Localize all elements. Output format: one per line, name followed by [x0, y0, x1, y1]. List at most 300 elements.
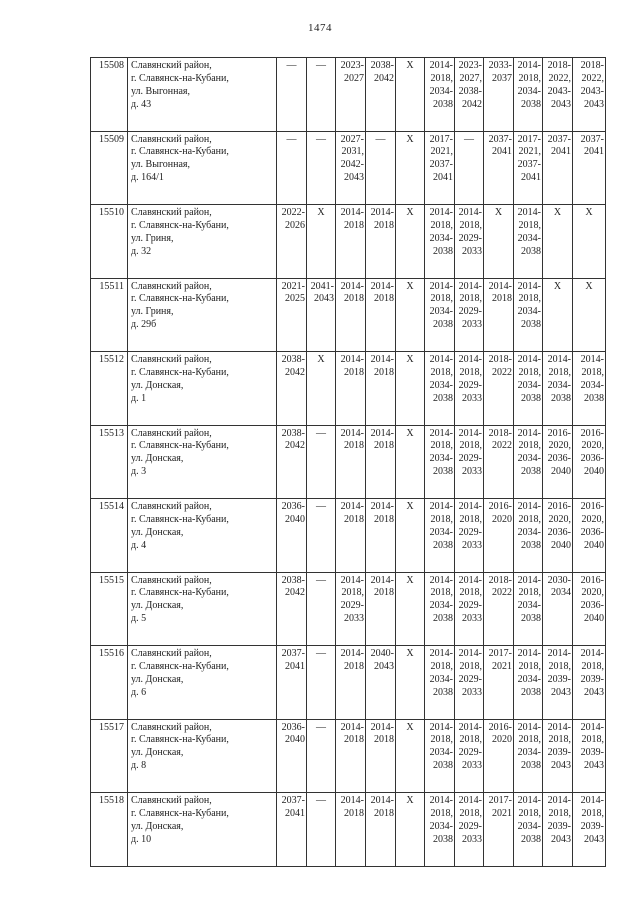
- period-line: 2043: [584, 760, 604, 772]
- period-line: 2038: [521, 760, 541, 772]
- period-cell: [514, 499, 543, 573]
- period-line: 2037-: [580, 133, 604, 145]
- period-line: 2042: [462, 98, 482, 110]
- period-line: 2014-: [340, 427, 364, 439]
- period-cell: [307, 131, 336, 205]
- period-line: 2014-: [458, 501, 482, 512]
- period-cell: [573, 499, 606, 573]
- row-number-cell: 15513: [91, 425, 128, 499]
- address-line: г. Славянск-на-Кубани,: [131, 219, 229, 231]
- period-cell: [366, 646, 396, 720]
- period-cell: [543, 425, 573, 499]
- period-cell: [484, 58, 514, 132]
- period-line: —: [316, 60, 326, 71]
- period-line: 2027,: [459, 72, 482, 84]
- period-cell: [336, 278, 366, 352]
- address-cell: [128, 719, 277, 793]
- period-cell: [277, 205, 307, 279]
- period-line: 2014-: [517, 721, 541, 733]
- row-number-cell: 15509: [91, 131, 128, 205]
- period-line: 2018,: [459, 366, 482, 378]
- period-line: X: [553, 207, 562, 218]
- period-cell: [336, 205, 366, 279]
- period-line: 2029-: [458, 747, 482, 759]
- period-line: 2014-: [429, 280, 453, 292]
- period-line: 2014-: [580, 354, 604, 365]
- address-line: д. 3: [131, 466, 147, 478]
- period-line: 2029-: [458, 673, 482, 685]
- period-line: 2029-: [458, 600, 482, 612]
- period-line: 2034-: [429, 306, 453, 318]
- period-line: 2040: [551, 539, 571, 551]
- period-line: 2014-: [429, 648, 453, 659]
- period-line: 2016-: [488, 501, 512, 512]
- period-cell: [573, 58, 606, 132]
- period-line: 2018: [374, 440, 394, 452]
- period-line: 2034-: [517, 820, 541, 832]
- period-line: 2023-: [458, 60, 482, 71]
- period-line: X: [406, 207, 414, 218]
- period-line: 2034-: [429, 453, 453, 465]
- period-line: 2040: [285, 513, 305, 525]
- period-line: 2014-: [580, 648, 604, 659]
- period-line: 2034: [551, 587, 571, 599]
- period-line: 2034-: [429, 379, 453, 391]
- page-number: 1474: [308, 22, 332, 34]
- period-line: 2022: [492, 366, 512, 378]
- period-line: 2034-: [517, 673, 541, 685]
- address-line: д. 8: [131, 760, 147, 772]
- period-line: 2018,: [459, 293, 482, 305]
- period-cell: [514, 352, 543, 426]
- period-line: X: [406, 721, 414, 733]
- period-cell: [425, 646, 455, 720]
- period-line: 2043: [584, 833, 604, 845]
- period-line: 2034-: [429, 820, 453, 832]
- period-cell: [455, 352, 484, 426]
- period-line: 2014-: [547, 721, 571, 733]
- period-line: 2040: [584, 466, 604, 478]
- period-line: 2034-: [547, 379, 571, 391]
- table-row: [91, 131, 606, 205]
- address-line: ул. Донская,: [131, 820, 184, 832]
- period-line: 2014-: [458, 354, 482, 365]
- period-cell: [425, 793, 455, 867]
- period-line: 2014-: [340, 501, 364, 512]
- period-cell: [396, 499, 425, 573]
- period-line: 2014-: [429, 60, 453, 71]
- address-line: д. 6: [131, 686, 147, 698]
- period-cell: [307, 58, 336, 132]
- period-line: —: [316, 133, 326, 145]
- table-row: [91, 278, 606, 352]
- period-line: 2038: [433, 245, 453, 257]
- period-line: X: [585, 280, 593, 292]
- period-line: 2018,: [518, 293, 541, 305]
- period-cell: [277, 499, 307, 573]
- period-line: X: [406, 427, 414, 439]
- period-cell: [514, 425, 543, 499]
- period-line: 2016-: [547, 427, 571, 439]
- period-line: 2030-: [547, 574, 571, 586]
- period-line: 2014-: [429, 795, 453, 806]
- period-line: 2022,: [581, 72, 604, 84]
- address-cell: [128, 205, 277, 279]
- period-line: 2043: [344, 172, 364, 184]
- period-cell: [366, 719, 396, 793]
- address-line: Славянский район,: [131, 721, 212, 733]
- period-line: 2037-: [281, 795, 305, 806]
- period-cell: [396, 646, 425, 720]
- period-line: 2018-: [547, 60, 571, 71]
- period-line: 2033: [462, 392, 482, 404]
- period-cell: [277, 352, 307, 426]
- period-cell: [425, 352, 455, 426]
- period-line: 2016-: [580, 574, 604, 586]
- address-cell: [128, 352, 277, 426]
- period-cell: [543, 793, 573, 867]
- period-cell: [307, 352, 336, 426]
- period-line: 2038-: [370, 60, 394, 71]
- period-cell: [307, 499, 336, 573]
- period-cell: [455, 793, 484, 867]
- period-line: 2034-: [429, 85, 453, 97]
- period-line: X: [553, 280, 562, 292]
- period-line: 2033: [462, 245, 482, 257]
- period-cell: [396, 278, 425, 352]
- period-line: 2043: [584, 98, 604, 110]
- address-line: г. Славянск-на-Кубани,: [131, 366, 229, 378]
- period-line: 2016-: [547, 501, 571, 512]
- period-cell: [455, 205, 484, 279]
- period-line: 2038: [433, 539, 453, 551]
- period-line: 2036-: [281, 721, 305, 733]
- row-number-cell: 15512: [91, 352, 128, 426]
- address-line: ул. Донская,: [131, 673, 184, 685]
- row-number-cell: 15516: [91, 646, 128, 720]
- period-line: 2038: [551, 392, 571, 404]
- address-line: Славянский район,: [131, 427, 212, 439]
- address-cell: [128, 131, 277, 205]
- period-cell: [543, 278, 573, 352]
- period-line: 2038: [521, 539, 541, 551]
- period-line: 2018: [344, 734, 364, 746]
- period-cell: [514, 719, 543, 793]
- period-line: 2018,: [430, 587, 453, 599]
- period-line: 2018,: [581, 366, 604, 378]
- period-cell: [425, 58, 455, 132]
- period-line: 2018,: [430, 293, 453, 305]
- period-line: 2014-: [340, 648, 364, 659]
- period-line: 2022: [492, 587, 512, 599]
- period-line: 2043: [551, 760, 571, 772]
- period-line: 2018,: [430, 734, 453, 746]
- period-line: 2038-: [281, 354, 305, 365]
- period-cell: [336, 499, 366, 573]
- period-line: 2018,: [548, 807, 571, 819]
- period-line: 2033: [344, 613, 364, 625]
- period-line: 2020,: [581, 513, 604, 525]
- period-cell: [425, 572, 455, 646]
- period-line: 2040: [584, 539, 604, 551]
- period-cell: [396, 793, 425, 867]
- period-line: 2037-: [547, 133, 571, 145]
- table-row: [91, 352, 606, 426]
- table-row: [91, 572, 606, 646]
- period-line: 2033: [462, 760, 482, 772]
- period-line: 2038: [433, 392, 453, 404]
- period-line: 2041: [433, 172, 453, 184]
- period-line: 2018,: [430, 807, 453, 819]
- period-line: X: [406, 795, 414, 806]
- period-line: 2020: [492, 734, 512, 746]
- period-line: 2040-: [370, 648, 394, 659]
- address-line: ул. Гриня,: [131, 306, 174, 318]
- period-cell: [573, 278, 606, 352]
- period-line: X: [406, 60, 414, 71]
- period-cell: [573, 352, 606, 426]
- period-line: 2018: [374, 366, 394, 378]
- period-line: 2037-: [281, 648, 305, 659]
- period-line: 2033-: [488, 60, 512, 71]
- period-cell: [573, 793, 606, 867]
- period-line: —: [286, 133, 297, 145]
- period-line: 2018: [374, 219, 394, 231]
- period-line: 2038: [433, 686, 453, 698]
- period-cell: [277, 572, 307, 646]
- period-line: 2029-: [458, 453, 482, 465]
- period-cell: [277, 793, 307, 867]
- period-cell: [514, 278, 543, 352]
- schedule-table: [90, 57, 606, 867]
- period-line: 2018: [344, 366, 364, 378]
- address-cell: [128, 425, 277, 499]
- address-line: г. Славянск-на-Кубани,: [131, 440, 229, 452]
- period-line: 2017-: [429, 133, 453, 145]
- period-line: 2042: [285, 366, 305, 378]
- period-line: 2018,: [581, 807, 604, 819]
- period-line: 2018,: [518, 734, 541, 746]
- period-line: 2034-: [517, 453, 541, 465]
- period-line: 2038: [433, 833, 453, 845]
- period-line: 2014-: [340, 207, 364, 218]
- address-line: ул. Донская,: [131, 526, 184, 538]
- period-line: 2018,: [518, 513, 541, 525]
- table-row: [91, 646, 606, 720]
- period-line: 2033: [462, 466, 482, 478]
- period-line: 2026: [285, 219, 305, 231]
- period-line: 2020,: [548, 513, 571, 525]
- period-line: 2014-: [429, 427, 453, 439]
- period-line: 2022-: [281, 207, 305, 218]
- period-line: 2034-: [580, 379, 604, 391]
- period-line: 2038: [521, 392, 541, 404]
- period-line: 2018,: [430, 513, 453, 525]
- period-line: 2014-: [340, 574, 364, 586]
- period-line: 2027: [344, 72, 364, 84]
- period-line: 2017-: [488, 795, 512, 806]
- period-line: 2034-: [517, 747, 541, 759]
- address-line: д. 5: [131, 613, 147, 625]
- period-line: —: [464, 133, 474, 145]
- row-number-cell: 15510: [91, 205, 128, 279]
- period-line: 2018,: [430, 440, 453, 452]
- period-line: 2041-: [310, 280, 334, 292]
- address-line: г. Славянск-на-Кубани,: [131, 660, 229, 672]
- period-cell: [573, 425, 606, 499]
- period-cell: [543, 572, 573, 646]
- period-line: 2018,: [459, 734, 482, 746]
- period-cell: [277, 131, 307, 205]
- period-line: 2014-: [517, 280, 541, 292]
- period-cell: [455, 58, 484, 132]
- period-cell: [573, 572, 606, 646]
- period-line: 2018,: [518, 660, 541, 672]
- period-line: 2041: [492, 146, 512, 158]
- period-cell: [455, 499, 484, 573]
- period-cell: [514, 58, 543, 132]
- period-line: 2041: [584, 146, 604, 158]
- period-cell: [277, 646, 307, 720]
- period-cell: [366, 205, 396, 279]
- address-cell: [128, 278, 277, 352]
- period-line: 2042: [285, 440, 305, 452]
- period-line: 2016-: [580, 501, 604, 512]
- period-cell: [455, 278, 484, 352]
- period-line: 2018,: [518, 807, 541, 819]
- period-line: 2020,: [581, 440, 604, 452]
- row-number-cell: 15511: [91, 278, 128, 352]
- period-line: 2042: [374, 72, 394, 84]
- period-line: 2014-: [517, 427, 541, 439]
- period-line: 2031,: [341, 146, 364, 158]
- period-cell: [336, 719, 366, 793]
- period-line: 2041: [521, 172, 541, 184]
- period-cell: [455, 425, 484, 499]
- period-line: 2018,: [459, 807, 482, 819]
- period-line: X: [317, 207, 325, 218]
- period-cell: [396, 572, 425, 646]
- period-line: 2018,: [581, 660, 604, 672]
- period-line: 2018: [374, 807, 394, 819]
- period-line: X: [317, 354, 325, 365]
- row-number-cell: 15508: [91, 58, 128, 132]
- period-cell: [484, 352, 514, 426]
- period-line: 2027-: [340, 133, 364, 145]
- period-line: 2014-: [517, 207, 541, 218]
- table-row: [91, 425, 606, 499]
- period-cell: [336, 352, 366, 426]
- period-line: 2034-: [517, 526, 541, 538]
- address-line: д. 29б: [131, 319, 157, 331]
- period-line: 2014-: [340, 795, 364, 806]
- period-line: 2036-: [281, 501, 305, 512]
- period-line: 2018-: [488, 427, 512, 439]
- period-line: 2018,: [430, 366, 453, 378]
- address-line: д. 43: [131, 98, 152, 110]
- address-line: д. 10: [131, 833, 152, 845]
- period-line: 2014-: [429, 721, 453, 733]
- address-line: ул. Донская,: [131, 600, 184, 612]
- period-cell: [425, 131, 455, 205]
- period-line: 2016-: [580, 427, 604, 439]
- period-line: 2014-: [370, 427, 394, 439]
- period-line: 2038-: [458, 85, 482, 97]
- period-line: X: [406, 354, 414, 365]
- period-line: 2014-: [547, 648, 571, 659]
- period-line: 2018: [374, 587, 394, 599]
- period-line: 2014-: [458, 280, 482, 292]
- table-row: [91, 793, 606, 867]
- period-line: 2018,: [548, 660, 571, 672]
- period-cell: [425, 205, 455, 279]
- address-line: ул. Выгонная,: [131, 85, 191, 97]
- period-line: 2038: [433, 319, 453, 331]
- period-line: 2037: [492, 72, 512, 84]
- period-line: 2040: [285, 734, 305, 746]
- table-row: [91, 58, 606, 132]
- period-line: 2040: [584, 613, 604, 625]
- period-line: 2037-: [517, 159, 541, 171]
- period-line: 2018,: [518, 587, 541, 599]
- period-cell: [543, 499, 573, 573]
- period-cell: [336, 793, 366, 867]
- period-line: 2018,: [459, 587, 482, 599]
- period-line: 2018,: [518, 72, 541, 84]
- period-line: —: [316, 574, 326, 586]
- period-line: 2018: [374, 513, 394, 525]
- period-line: 2038: [433, 98, 453, 110]
- period-cell: [366, 131, 396, 205]
- period-line: 2014-: [458, 574, 482, 586]
- period-cell: [543, 646, 573, 720]
- period-line: 2014-: [517, 354, 541, 365]
- period-line: 2029-: [458, 526, 482, 538]
- period-line: 2018,: [459, 660, 482, 672]
- period-line: 2039-: [547, 820, 571, 832]
- period-cell: [455, 131, 484, 205]
- period-line: 2043: [551, 686, 571, 698]
- period-line: 2014-: [547, 795, 571, 806]
- period-line: 2038: [521, 98, 541, 110]
- period-line: 2018,: [459, 219, 482, 231]
- period-line: 2025: [285, 293, 305, 305]
- period-line: 2038: [521, 613, 541, 625]
- period-cell: [396, 425, 425, 499]
- period-line: 2018,: [581, 734, 604, 746]
- period-line: 2038: [521, 466, 541, 478]
- period-cell: [307, 719, 336, 793]
- period-line: 2034-: [429, 673, 453, 685]
- period-line: 2036-: [580, 526, 604, 538]
- period-cell: [336, 131, 366, 205]
- table-row: [91, 719, 606, 793]
- address-line: Славянский район,: [131, 60, 212, 71]
- period-line: 2014-: [458, 648, 482, 659]
- period-line: 2038-: [281, 427, 305, 439]
- period-line: 2036-: [580, 453, 604, 465]
- period-cell: [484, 278, 514, 352]
- period-line: 2029-: [458, 379, 482, 391]
- period-line: X: [406, 133, 414, 145]
- period-line: 2014-: [517, 501, 541, 512]
- period-cell: [307, 793, 336, 867]
- period-line: 2017-: [517, 133, 541, 145]
- period-line: 2034-: [517, 85, 541, 97]
- address-line: Славянский район,: [131, 133, 212, 145]
- period-cell: [573, 131, 606, 205]
- address-cell: [128, 646, 277, 720]
